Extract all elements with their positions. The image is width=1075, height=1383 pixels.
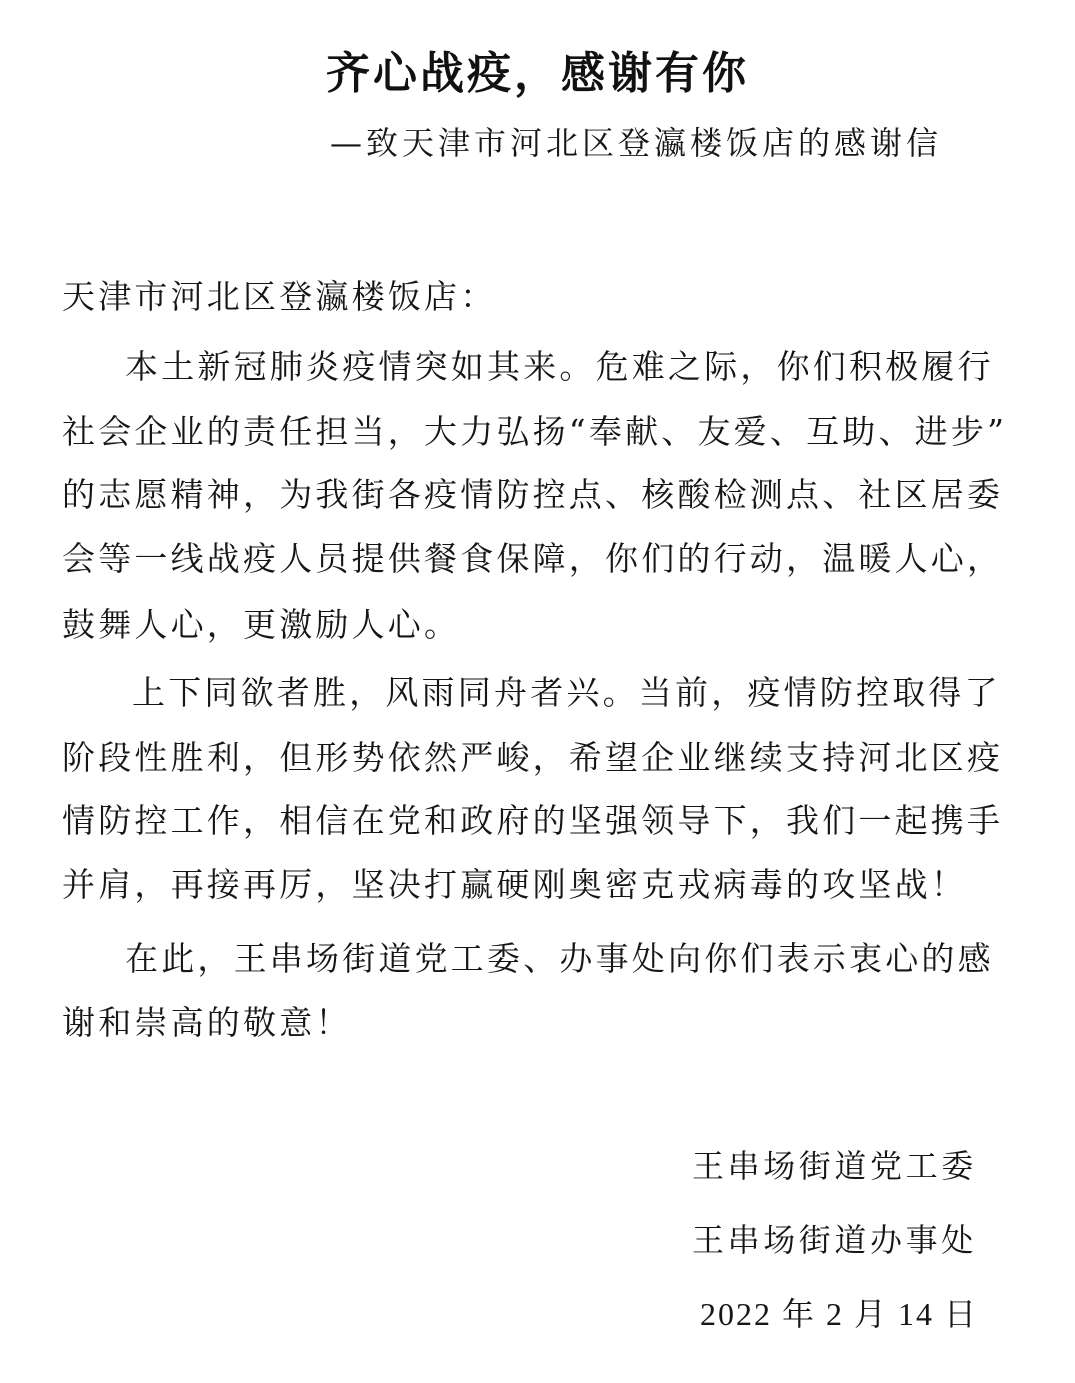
paragraph-1-line-3: 的志愿精神，为我街各疫情防控点、核酸检测点、社区居委 bbox=[62, 475, 1004, 514]
paragraph-1-line-2: 社会企业的责任担当，大力弘扬“奉献、友爱、互助、进步” bbox=[62, 412, 1008, 451]
paragraph-1-line-1: 本土新冠肺炎疫情突如其来。危难之际，你们积极履行 bbox=[125, 347, 994, 386]
paragraph-3-line-2: 谢和崇高的敬意！ bbox=[62, 1003, 352, 1042]
letter-title: 齐心战疫，感谢有你 bbox=[326, 48, 749, 99]
signature-date: 2022 年 2 月 14 日 bbox=[700, 1296, 979, 1332]
letter-subtitle: —致天津市河北区登瀛楼饭店的感谢信 bbox=[330, 124, 943, 162]
paragraph-2-line-4: 并肩，再接再厉，坚决打赢硬刚奥密克戎病毒的攻坚战！ bbox=[62, 865, 967, 904]
signature-office: 王串场街道办事处 bbox=[692, 1221, 977, 1259]
paragraph-1-line-5: 鼓舞人心，更激励人心。 bbox=[62, 605, 461, 644]
paragraph-2-line-1: 上下同欲者胜，风雨同舟者兴。当前，疫情防控取得了 bbox=[132, 673, 1001, 712]
signature-party-committee: 王串场街道党工委 bbox=[692, 1147, 977, 1185]
paragraph-2-line-3: 情防控工作，相信在党和政府的坚强领导下，我们一起携手 bbox=[62, 801, 1004, 840]
paragraph-3-line-1: 在此，王串场街道党工委、办事处向你们表示衷心的感 bbox=[125, 939, 994, 978]
paragraph-1-line-4: 会等一线战疫人员提供餐食保障，你们的行动，温暖人心， bbox=[62, 539, 1004, 578]
salutation: 天津市河北区登瀛楼饭店： bbox=[62, 277, 497, 316]
paragraph-2-line-2: 阶段性胜利，但形势依然严峻，希望企业继续支持河北区疫 bbox=[62, 738, 1004, 777]
